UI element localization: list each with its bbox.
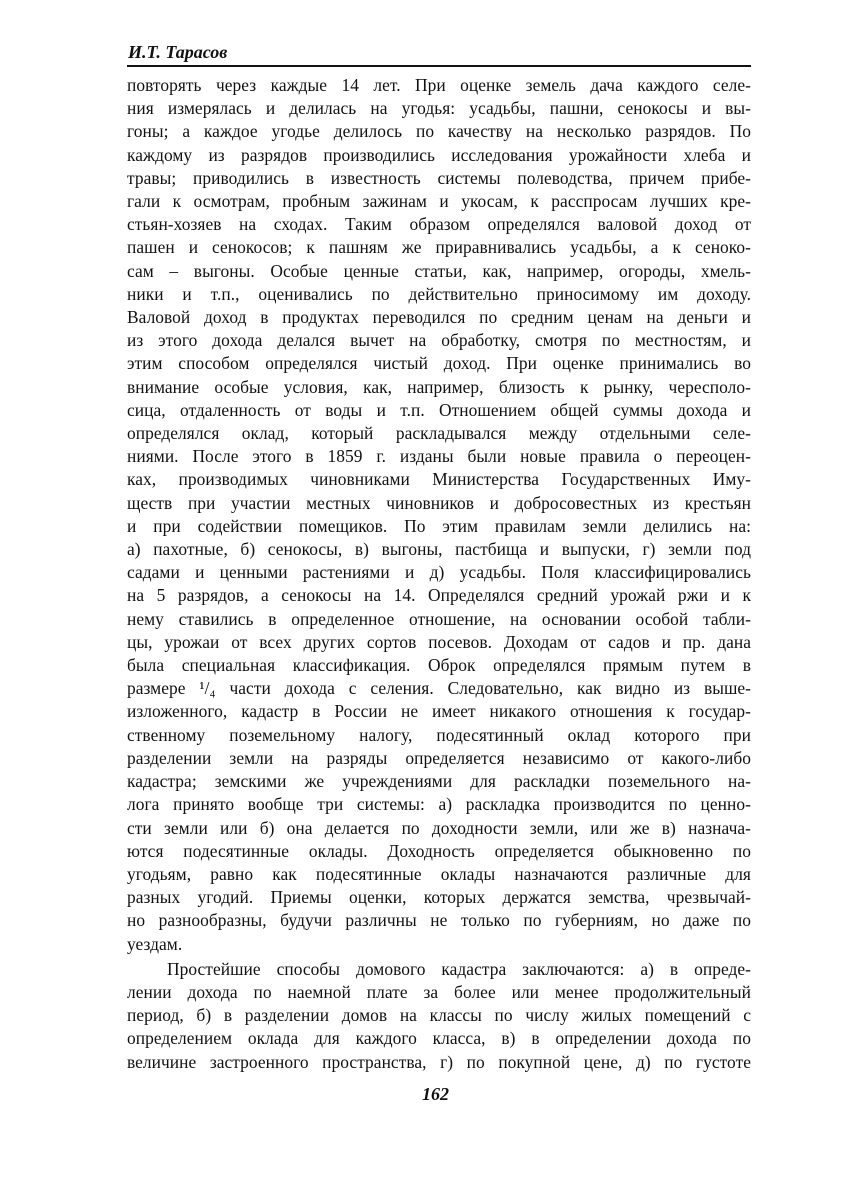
text-line: ках, производимых чиновниками Министерства Государственных Иму- xyxy=(127,469,751,490)
text-line: повторять через каждые 14 лет. При оценке земель дача каждого селе- xyxy=(127,75,751,95)
text-line: гали к осмотрам, пробным зажинам и укосам, к расспросам лучших кре- xyxy=(127,191,751,212)
text-line: разных угодий. Приемы оценки, которых держатся земства, чрезвычай- xyxy=(127,887,751,908)
text-line: ниями. После этого в 1859 г. изданы были новые правила о переоцен- xyxy=(127,446,751,467)
text-line: стьян-хозяев на сходах. Таким образом определялся валовой доход от xyxy=(127,214,751,235)
text-line: каждому из разрядов производились исследования урожайности хлеба и xyxy=(127,144,751,165)
text-line: садами и ценными растениями и д) усадьбы. Поля классифицировались xyxy=(127,562,751,583)
text-line: сица, отдаленность от воды и т.п. Отношением общей суммы дохода и xyxy=(127,399,751,420)
text-line: разделении земли на разряды определяется независимо от какого-либо xyxy=(127,747,751,768)
text-line: но разнообразны, будучи различны не только по губерниям, но даже по xyxy=(127,910,751,931)
text-line: цы, урожаи от всех других сортов посевов. Доходам от садов и пр. дана xyxy=(127,631,751,652)
page-number: 162 xyxy=(422,1084,449,1104)
text-line: кадастра; земскими же учреждениями для раскладки поземельного на- xyxy=(127,771,751,792)
text-line: ники и т.п., оценивались по действительно приносимому им доходу. xyxy=(127,283,751,304)
text-line: была специальная классификация. Оброк определялся прямым путем в xyxy=(127,655,751,676)
text-line: этим способом определялся чистый доход. При оценке принимались во xyxy=(127,353,751,374)
text-line: Валовой доход в продуктах переводился по средним ценам на деньги и xyxy=(127,307,751,328)
text-line: а) пахотные, б) сенокосы, в) выгоны, пастбища и выпуски, г) земли под xyxy=(127,539,751,560)
text-line: величине застроенного пространства, г) по покупной цене, д) по густоте xyxy=(127,1051,751,1072)
text-line: нему ставились в определенное отношение, на основании особой табли- xyxy=(127,608,751,629)
text-line: пашен и сенокосов; к пашням же приравнивались усадьбы, а к сеноко- xyxy=(127,237,751,258)
text-line: из этого дохода делался вычет на обработку, смотря по местностям, и xyxy=(127,330,751,351)
text-line: гоны; а каждое угодье делилось по качеству на несколько разрядов. По xyxy=(127,121,751,142)
text-line: уездам. xyxy=(127,933,183,954)
text-line: сам – выгоны. Особые ценные статьи, как, например, огороды, хмель- xyxy=(127,260,751,281)
text-line: ществ при участии местных чиновников и добросовестных из крестьян xyxy=(127,492,751,513)
text-line: размере ¹/₄ части дохода с селения. Следовательно, как видно из выше- xyxy=(127,678,751,699)
page xyxy=(127,40,751,1074)
text-line: угодьям, равно как подесятинные оклады назначаются различные для xyxy=(127,863,751,884)
paragraph xyxy=(127,958,751,1074)
text-line: ственному поземельному налогу, подесятинный оклад которого при xyxy=(127,724,751,745)
text-line: изложенного, кадастр в России не имеет никакого отношения к государ- xyxy=(127,701,751,722)
body-text xyxy=(127,74,751,1074)
text-line: на 5 разрядов, а сенокосы на 14. Определялся средний урожай ржи и к xyxy=(127,585,751,606)
text-line: травы; приводились в известность системы полеводства, причем прибе- xyxy=(127,167,751,188)
text-line: Простейшие способы домового кадастра заключаются: а) в опреде- xyxy=(167,958,751,979)
text-line: и при содействии помещиков. По этим правилам земли делились на: xyxy=(127,515,751,536)
text-line: определялся оклад, который раскладывался между отдельными селе- xyxy=(127,423,751,444)
header-rule xyxy=(127,65,751,67)
text-line: внимание особые условия, как, например, близость к рынку, чересполо- xyxy=(127,376,751,397)
text-line: сти земли или б) она делается по доходности земли, или же в) назнача- xyxy=(127,817,751,838)
text-line: лога принято вообще три системы: а) раскладка производится по ценно- xyxy=(127,794,751,815)
text-line: ются подесятинные оклады. Доходность определяется обыкновенно по xyxy=(127,840,751,861)
text-line: ния измерялась и делилась на угодья: усадьбы, пашни, сенокосы и вы- xyxy=(127,98,751,119)
paragraph xyxy=(127,74,751,956)
running-head-author: И.Т. Тарасов xyxy=(128,42,228,62)
text-line: лении дохода по наемной плате за более или менее продолжительный xyxy=(127,981,751,1002)
text-line: определением оклада для каждого класса, в) в определении дохода по xyxy=(127,1028,751,1049)
text-line: период, б) в разделении домов на классы по числу жилых помещений с xyxy=(127,1005,751,1026)
